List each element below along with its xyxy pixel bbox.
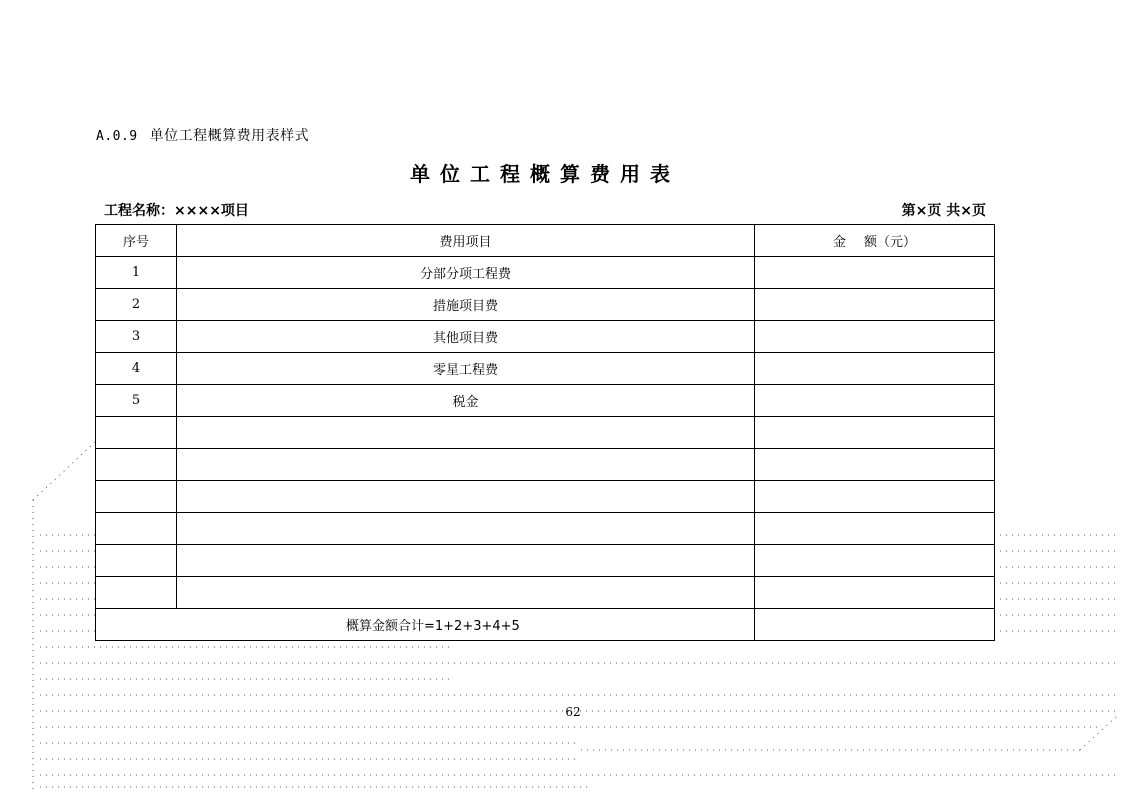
table-row [96, 545, 995, 577]
header-seq: 序号 [96, 225, 177, 257]
table-row [96, 513, 995, 545]
row-amount-cell [755, 321, 995, 353]
row-amount-cell [755, 417, 995, 449]
row-seq-cell: 5 [96, 385, 177, 417]
table-row [96, 449, 995, 481]
table-row [96, 257, 995, 289]
fee-table [95, 224, 995, 641]
header-item: 费用项目 [177, 225, 755, 257]
row-item-cell: 措施项目费 [177, 289, 755, 321]
row-item-cell: 分部分项工程费 [177, 257, 755, 289]
row-seq-cell: 2 [96, 289, 177, 321]
row-item-cell [177, 577, 755, 609]
total-label: 概算金额合计=1+2+3+4+5 [96, 609, 755, 641]
row-amount-cell [755, 449, 995, 481]
table-row [96, 481, 995, 513]
page-number: 62 [565, 705, 581, 719]
row-item-cell: 其他项目费 [177, 321, 755, 353]
project-name-value: ××××项目 [174, 203, 249, 219]
row-amount-cell [755, 257, 995, 289]
row-item-cell [177, 545, 755, 577]
table-row [96, 577, 995, 609]
row-amount-cell [755, 577, 995, 609]
row-seq-cell [96, 545, 177, 577]
row-seq-cell [96, 481, 177, 513]
row-amount-cell [755, 513, 995, 545]
row-seq-cell [96, 449, 177, 481]
row-item-cell [177, 513, 755, 545]
table-row [96, 417, 995, 449]
row-item-cell [177, 449, 755, 481]
section-heading [96, 125, 309, 145]
document-title: 单位工程概算费用表 [410, 162, 680, 186]
row-seq-cell [96, 577, 177, 609]
row-item-cell: 税金 [177, 385, 755, 417]
header-amount-main: 金 [832, 235, 846, 250]
row-amount-cell [755, 545, 995, 577]
row-seq-cell: 3 [96, 321, 177, 353]
table-row [96, 353, 995, 385]
row-seq-cell: 1 [96, 257, 177, 289]
header-amount-rest: 额（元） [864, 235, 917, 250]
section-title: 单位工程概算费用表样式 [149, 128, 310, 144]
row-seq-cell [96, 417, 177, 449]
table-row [96, 385, 995, 417]
row-amount-cell [755, 481, 995, 513]
page-info: 第×页 共×页 [901, 203, 986, 219]
row-amount-cell [755, 289, 995, 321]
project-name-label: 工程名称： [104, 203, 174, 219]
section-code: A.0.9 [96, 129, 138, 144]
table-row [96, 289, 995, 321]
total-row [96, 609, 995, 641]
row-seq-cell [96, 513, 177, 545]
total-amount-cell [755, 609, 995, 641]
header-amount [755, 225, 995, 257]
row-amount-cell [755, 385, 995, 417]
row-item-cell: 零星工程费 [177, 353, 755, 385]
project-name-line [104, 200, 249, 220]
row-item-cell [177, 417, 755, 449]
row-seq-cell: 4 [96, 353, 177, 385]
table-header-row [96, 225, 995, 257]
row-item-cell [177, 481, 755, 513]
row-amount-cell [755, 353, 995, 385]
table-row [96, 321, 995, 353]
